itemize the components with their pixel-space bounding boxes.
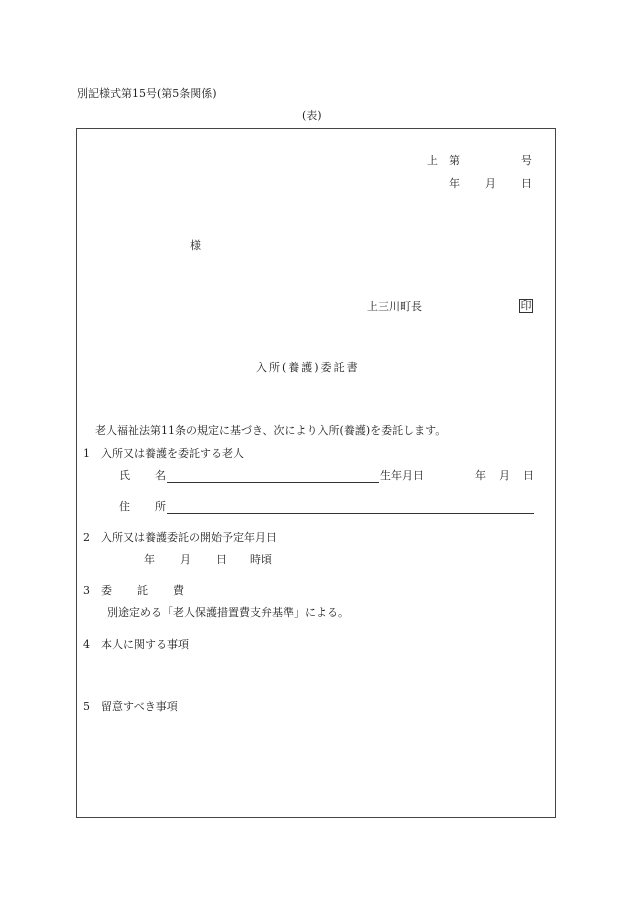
name-label-1: 氏	[119, 469, 130, 482]
address-label-2: 所	[155, 500, 166, 513]
section-5-number: 5	[83, 700, 90, 713]
address-label-1: 住	[119, 500, 130, 513]
start-month: 月	[180, 553, 191, 566]
name-field-line[interactable]	[167, 482, 379, 483]
birth-day: 日	[523, 469, 534, 482]
start-year: 年	[144, 553, 155, 566]
section-3-heading-2: 託	[137, 584, 148, 597]
date-day: 日	[521, 177, 532, 190]
section-3-number: 3	[83, 584, 90, 597]
birth-month: 月	[499, 469, 510, 482]
section-3-heading-3: 費	[173, 584, 184, 597]
section-4-heading: 本人に関する事項	[101, 638, 189, 651]
name-label-2: 名	[155, 469, 166, 482]
start-time: 時頃	[250, 553, 272, 566]
document-title: 入所(養護)委託書	[256, 361, 360, 374]
birth-year: 年	[475, 469, 486, 482]
issue-dai: 第	[449, 154, 460, 167]
form-reference: 別記様式第15号(第5条関係)	[77, 87, 217, 100]
recipient-suffix: 様	[190, 239, 201, 252]
issue-prefix: 上	[427, 154, 438, 167]
address-field-line[interactable]	[167, 513, 534, 514]
issuer-name: 上三川町長	[367, 300, 422, 313]
section-5-heading: 留意すべき事項	[101, 700, 178, 713]
birth-label: 生年月日	[380, 469, 424, 482]
section-3-body: 別途定める「老人保護措置費支弁基準」による。	[107, 606, 349, 619]
section-2-number: 2	[83, 531, 90, 544]
section-3-heading-1: 委	[101, 584, 112, 597]
page-side-label: (表)	[302, 109, 322, 122]
section-2-heading: 入所又は養護委託の開始予定年月日	[101, 531, 277, 544]
date-month: 月	[485, 177, 496, 190]
issue-go: 号	[521, 154, 532, 167]
intro-text: 老人福祉法第11条の規定に基づき、次により入所(養護)を委託します。	[95, 424, 447, 437]
section-4-number: 4	[83, 638, 90, 651]
section-1-heading: 入所又は養護を委託する老人	[101, 447, 244, 460]
start-day: 日	[216, 553, 227, 566]
date-year: 年	[449, 177, 460, 190]
section-1-number: 1	[83, 447, 90, 460]
seal-mark: 印	[520, 299, 532, 312]
